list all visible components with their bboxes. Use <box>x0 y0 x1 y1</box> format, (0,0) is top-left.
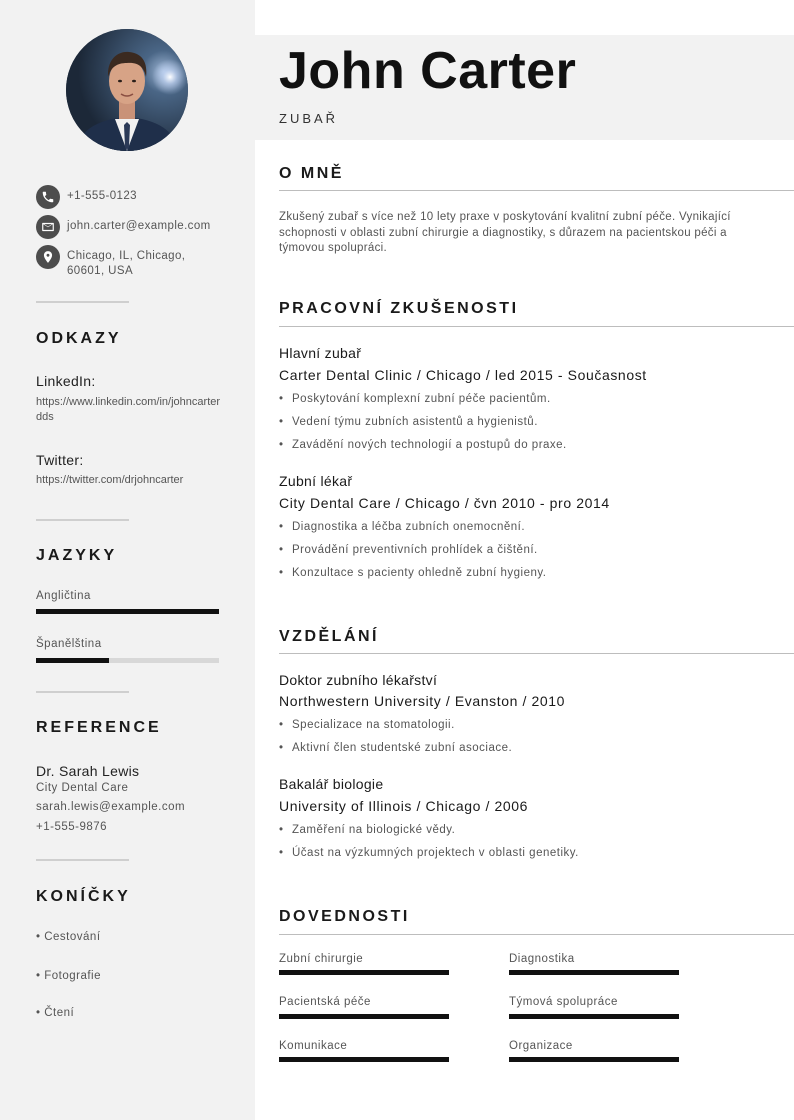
job-title: ZUBAŘ <box>279 111 339 126</box>
job-bullet: • Poskytování komplexní zubní péče pacientům. <box>279 393 551 405</box>
skill-name: Týmová spolupráce <box>509 996 618 1008</box>
divider <box>36 859 129 861</box>
location-pin-icon <box>36 245 60 269</box>
job-title-item: Zubní lékař <box>279 473 353 489</box>
job-bullet: • Vedení týmu zubních asistentů a hygienistů. <box>279 416 538 428</box>
skill-bar <box>509 1014 679 1019</box>
reference-heading: REFERENCE <box>36 719 162 736</box>
section-rule <box>279 190 794 191</box>
about-text: Zkušený zubař s více než 10 lety praxe v poskytování kvalitní zubní péče. Vynikající schopnosti v oblasti zubní chirurgie a diagnostiky, s důrazem na pacientskou péči a týmovou spolupráci. <box>279 211 731 254</box>
job-title-item: Hlavní zubař <box>279 345 362 361</box>
skills-heading: DOVEDNOSTI <box>279 908 410 925</box>
degree-bullet: • Zaměření na biologické vědy. <box>279 824 455 836</box>
hobbies-heading: KONÍČKY <box>36 888 131 905</box>
skill-bar <box>509 970 679 975</box>
section-rule <box>279 934 794 935</box>
skill-name: Diagnostika <box>509 953 575 965</box>
language-name-spanish: Španělština <box>36 638 102 650</box>
degree-title: Bakalář biologie <box>279 776 384 792</box>
section-rule <box>279 326 794 327</box>
experience-heading: PRACOVNÍ ZKUŠENOSTI <box>279 300 519 317</box>
languages-heading: JAZYKY <box>36 547 118 564</box>
job-subtitle: Carter Dental Clinic / Chicago / led 2015 - Současnost <box>279 367 647 383</box>
skill-name: Zubní chirurgie <box>279 953 364 965</box>
email-icon <box>36 215 60 239</box>
hobby-item: • Cestování <box>36 931 101 943</box>
divider <box>36 301 129 303</box>
skill-name: Pacientská péče <box>279 996 371 1008</box>
twitter-link[interactable]: https://twitter.com/drjohncarter <box>36 474 184 486</box>
degree-bullet: • Účast na výzkumných projektech v oblasti genetiky. <box>279 847 579 859</box>
about-heading: O MNĚ <box>279 165 344 182</box>
hobby-item: • Fotografie <box>36 970 102 982</box>
language-level-fill <box>36 658 109 663</box>
links-heading: ODKAZY <box>36 330 122 347</box>
section-rule <box>279 653 794 654</box>
degree-subtitle: Northwestern University / Evanston / 2010 <box>279 693 566 709</box>
skill-bar <box>279 1014 449 1019</box>
profile-photo <box>66 29 188 151</box>
language-level-fill <box>36 609 219 614</box>
main-content <box>255 0 794 1120</box>
job-bullet: • Provádění preventivních prohlídek a čištění. <box>279 544 538 556</box>
degree-title: Doktor zubního lékařství <box>279 672 438 688</box>
reference-email: sarah.lewis@example.com <box>36 801 186 813</box>
degree-bullet: • Aktivní člen studentské zubní asociace. <box>279 742 512 754</box>
skill-level-fill <box>279 970 449 975</box>
contact-phone <box>36 185 217 209</box>
education-heading: VZDĚLÁNÍ <box>279 628 379 645</box>
twitter-label: Twitter: <box>36 452 84 468</box>
contact-address <box>36 245 217 279</box>
skill-name: Organizace <box>509 1040 573 1052</box>
reference-phone: +1-555-9876 <box>36 821 108 833</box>
skill-bar <box>509 1057 679 1062</box>
sidebar <box>0 0 255 1120</box>
divider <box>36 691 129 693</box>
language-name-english: Angličtina <box>36 590 91 602</box>
language-bar-english <box>36 609 219 614</box>
skill-bar <box>279 970 449 975</box>
person-name: John Carter <box>279 42 577 100</box>
language-bar-spanish <box>36 658 219 663</box>
job-bullet: • Diagnostika a léčba zubních onemocnění. <box>279 521 525 533</box>
contact-email <box>36 215 217 239</box>
degree-bullet: • Specializace na stomatologii. <box>279 719 455 731</box>
job-subtitle: City Dental Care / Chicago / čvn 2010 - pro 2014 <box>279 495 610 511</box>
reference-name: Dr. Sarah Lewis <box>36 763 140 779</box>
divider <box>36 519 129 521</box>
job-bullet: • Konzultace s pacienty ohledně zubní hygieny. <box>279 567 547 579</box>
job-bullet: • Zavádění nových technologií a postupů do praxe. <box>279 439 567 451</box>
phone-icon <box>36 185 60 209</box>
skill-name: Komunikace <box>279 1040 348 1052</box>
email-text: john.carter@example.com <box>67 220 211 232</box>
skill-level-fill <box>509 1014 679 1019</box>
name-header <box>255 35 794 140</box>
skill-level-fill <box>509 970 679 975</box>
skill-level-fill <box>509 1057 679 1062</box>
skill-bar <box>279 1057 449 1062</box>
reference-company: City Dental Care <box>36 782 129 794</box>
degree-subtitle: University of Illinois / Chicago / 2006 <box>279 798 529 814</box>
linkedin-link[interactable]: https://www.linkedin.com/in/johncarterdds <box>36 396 221 423</box>
skill-level-fill <box>279 1057 449 1062</box>
address-text: Chicago, IL, Chicago, 60601, USA <box>67 250 186 277</box>
phone-text: +1-555-0123 <box>67 190 137 202</box>
skill-level-fill <box>279 1014 449 1019</box>
linkedin-label: LinkedIn: <box>36 373 96 389</box>
hobby-item: • Čtení <box>36 1007 75 1019</box>
